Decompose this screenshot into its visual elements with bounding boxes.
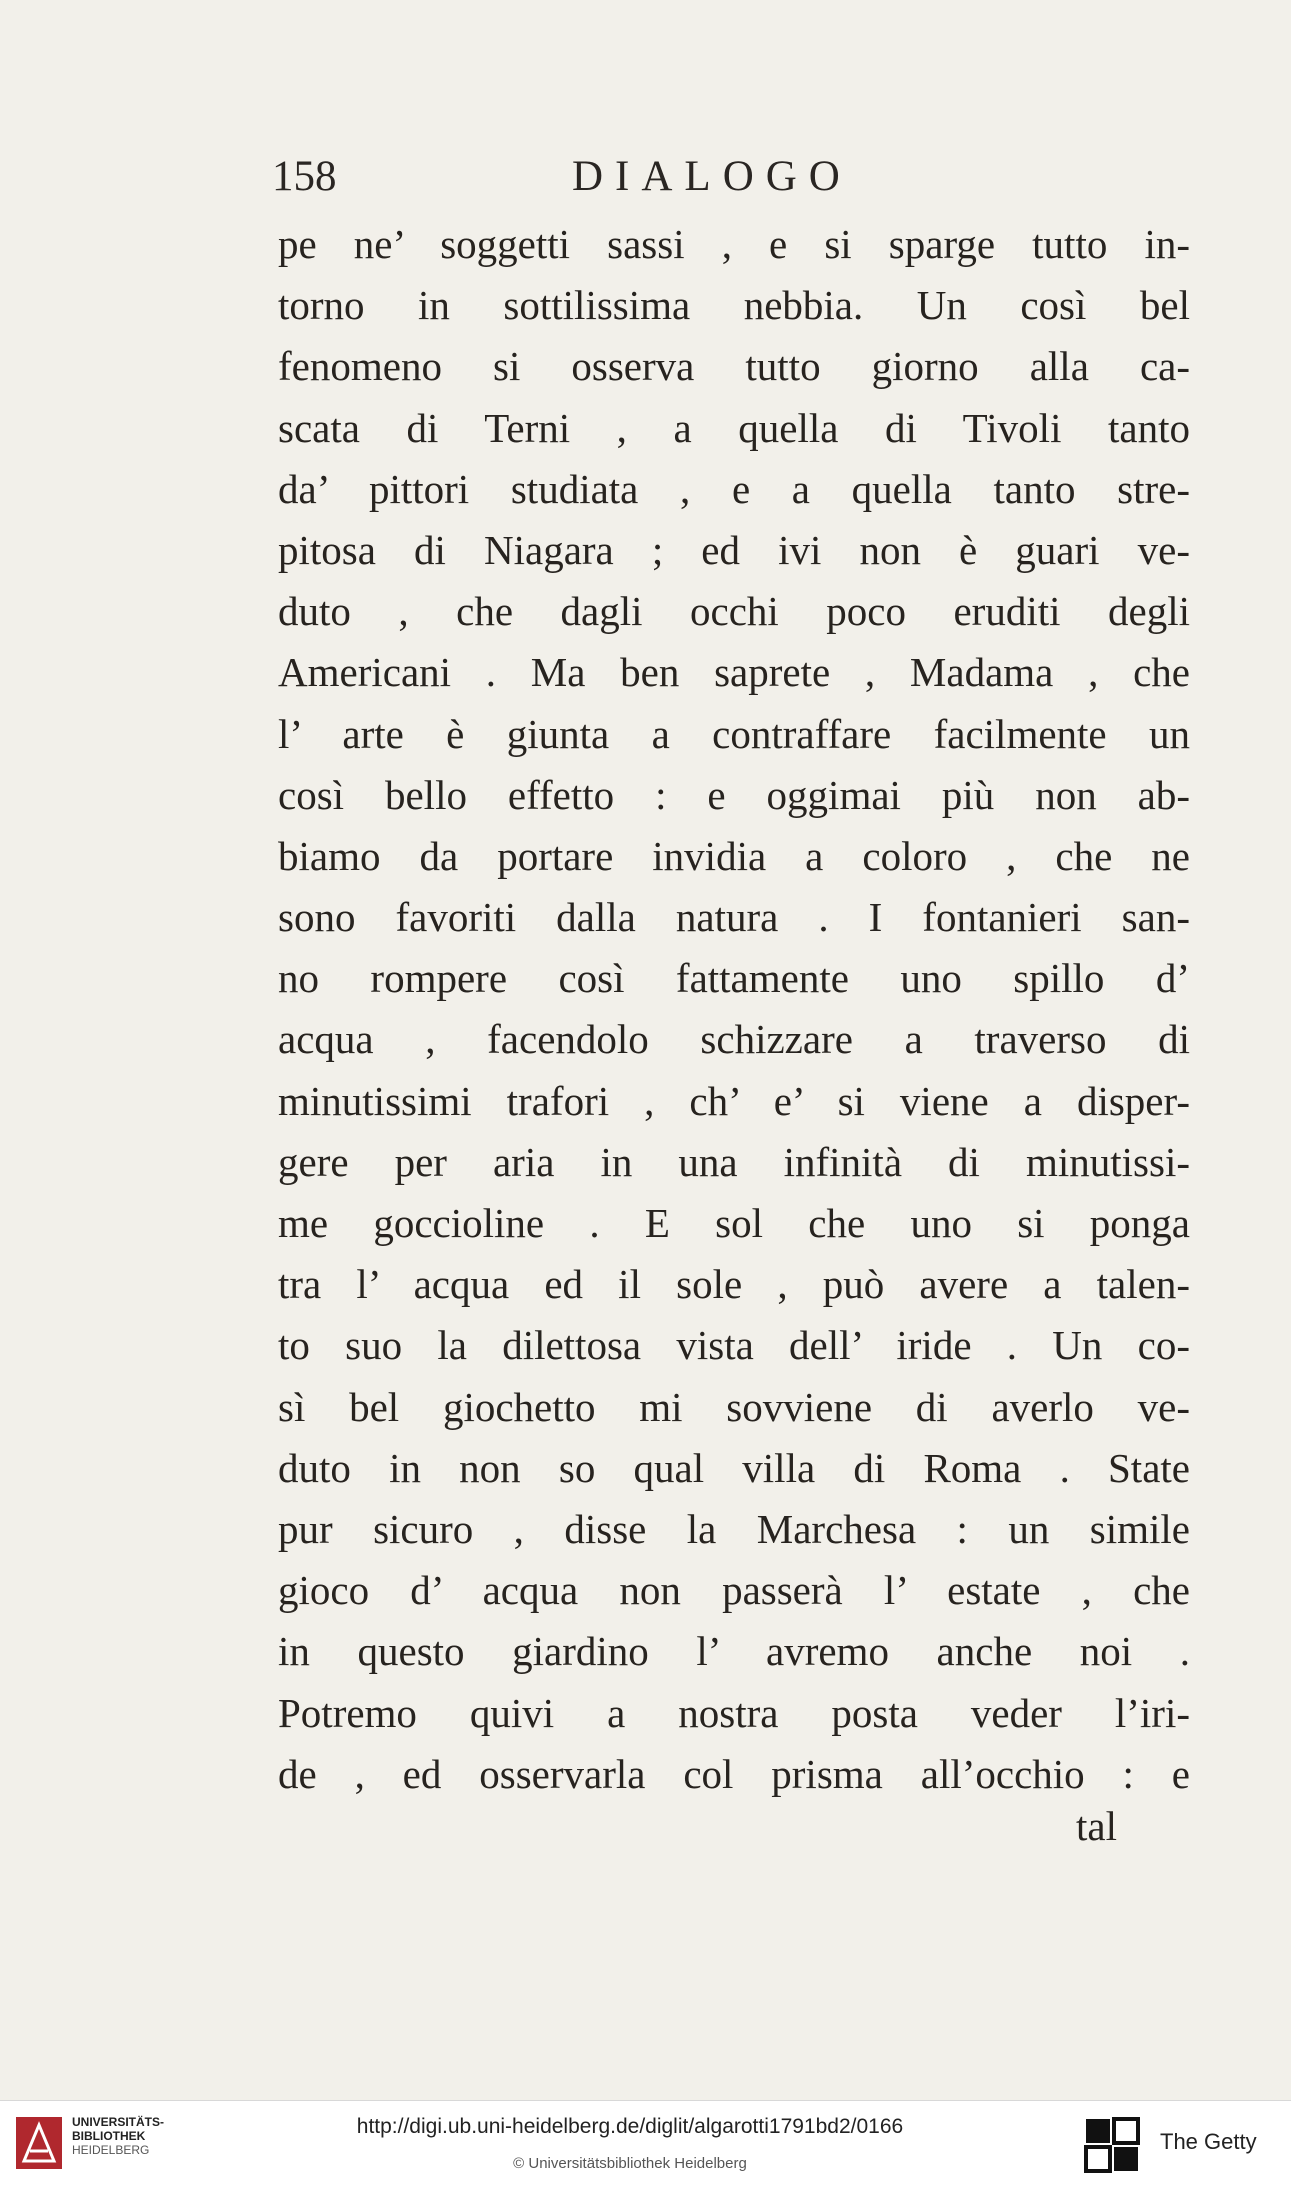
text-line: no rompere così fattamente uno spillo d’ — [278, 955, 1190, 1002]
text-line: da’ pittori studiata , e a quella tanto stre- — [278, 465, 1190, 512]
permalink-url[interactable]: http://digi.ub.uni-heidelberg.de/diglit/algarotti1791bd2/0166 — [356, 2115, 904, 2138]
partner-name: The Getty — [1160, 2129, 1257, 2154]
catchword: tal — [1076, 1803, 1117, 1849]
text-line: sono favoriti dalla natura . I fontanieri san- — [278, 894, 1190, 941]
library-city: HEIDELBERG — [72, 2143, 150, 2157]
text-line: torno in sottilissima nebbia. Un così bel — [278, 282, 1190, 329]
text-line: sì bel giochetto mi sovviene di averlo ve- — [278, 1383, 1190, 1430]
library-name — [72, 2115, 164, 2157]
text-line: acqua , facendolo schizzare a traverso di — [278, 1016, 1190, 1063]
text-line: pur sicuro , disse la Marchesa : un simile — [278, 1505, 1190, 1552]
text-line: duto in non so qual villa di Roma . State — [278, 1444, 1190, 1491]
page-number: 158 — [272, 153, 337, 200]
text-line: scata di Terni , a quella di Tivoli tanto — [278, 404, 1190, 451]
text-line: l’ arte è giunta a contraffare facilmente un — [278, 710, 1190, 757]
copyright-notice: © Universitätsbibliothek Heidelberg — [513, 2155, 747, 2172]
getty-logo-icon — [1084, 2117, 1140, 2173]
page-header — [272, 152, 1202, 212]
text-line: to suo la dilettosa vista dell’ iride . Un co- — [278, 1322, 1190, 1369]
library-name-line2: BIBLIOTHEK — [72, 2129, 146, 2143]
text-line: duto , che dagli occhi poco eruditi degli — [278, 588, 1190, 635]
text-line: gioco d’ acqua non passerà l’ estate , che — [278, 1567, 1190, 1614]
text-line: Potremo quivi a nostra posta veder l’iri- — [278, 1689, 1190, 1736]
viewer-footer — [0, 2100, 1291, 2185]
text-line: così bello effetto : e oggimai più non ab- — [278, 771, 1190, 818]
text-line: gere per aria in una infinità di minutissi- — [278, 1138, 1190, 1185]
text-line: pe ne’ soggetti sassi , e si sparge tutto in- — [278, 221, 1190, 267]
text-line: pitosa di Niagara ; ed ivi non è guari ve- — [278, 526, 1190, 573]
text-line: minutissimi trafori , ch’ e’ si viene a disper- — [278, 1077, 1190, 1124]
text-line: biamo da portare invidia a coloro , che ne — [278, 832, 1190, 879]
text-line: de , ed osservarla col prisma all’occhio : e — [278, 1750, 1190, 1797]
running-head: DIALOGO — [572, 153, 852, 200]
text-line: me goccioline . E sol che uno si ponga — [278, 1200, 1190, 1246]
text-line: fenomeno si osserva tutto giorno alla ca- — [278, 343, 1190, 390]
library-name-line1: UNIVERSITÄTS- — [72, 2115, 165, 2129]
text-line: in questo giardino l’ avremo anche noi . — [278, 1628, 1190, 1675]
text-line: tra l’ acqua ed il sole , può avere a talen- — [278, 1261, 1190, 1308]
university-library-logo-icon — [14, 2115, 64, 2171]
text-line: Americani . Ma ben saprete , Madama , che — [278, 649, 1190, 696]
body-text — [278, 214, 1190, 1805]
